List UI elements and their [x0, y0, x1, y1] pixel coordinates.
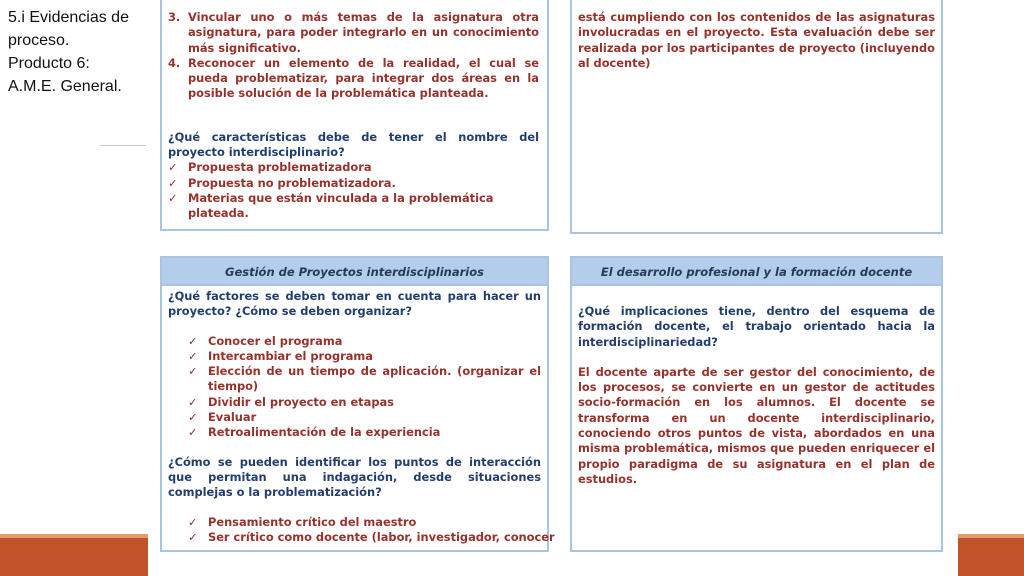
list-item	[188, 410, 541, 425]
question-text: ¿Qué características debe de tener el nombre del proyecto interdisciplinario?	[168, 129, 539, 160]
item-text: Pensamiento crítico del maestro	[208, 514, 417, 529]
list-item	[188, 364, 541, 395]
panel-teacher-training	[570, 256, 943, 552]
item-text: Ser crítico como docente (labor, investigador, conocer	[208, 529, 555, 544]
checkmark-icon: ✓	[168, 160, 178, 175]
item-text: Dividir el proyecto en etapas	[208, 394, 394, 409]
list-item	[168, 160, 539, 175]
checklist	[162, 501, 555, 546]
item-text: Evaluar	[208, 410, 257, 425]
title-divider	[100, 145, 146, 146]
panel-evaluation	[570, 0, 943, 234]
item-number: 4.	[168, 55, 181, 70]
checkmark-icon: ✓	[188, 333, 198, 348]
paragraph-text: está cumpliendo con los contenidos de las asignaturas involucradas en el proyecto. Esta evaluación debe ser realizada por los participantes de proyecto (incluyendo al docente)	[578, 10, 935, 70]
item-number: 3.	[168, 10, 181, 24]
question-text: ¿Qué factores se deben tomar en cuenta para hacer un proyecto? ¿Cómo se deben organizar?	[168, 289, 541, 319]
panel-border	[160, 229, 549, 231]
list-item	[188, 395, 541, 410]
list-item	[188, 334, 541, 349]
checkmark-icon: ✓	[188, 348, 198, 363]
checkmark-icon: ✓	[188, 529, 198, 544]
panel-header: El desarrollo profesional y la formación docente	[572, 258, 941, 286]
slide-title	[8, 6, 148, 98]
item-text: Conocer el programa	[208, 333, 343, 348]
item-text: Materias que están vinculada a la problemática plateada.	[188, 190, 494, 221]
list-item	[168, 56, 539, 102]
checklist	[162, 320, 547, 441]
panel-project-management	[160, 256, 555, 552]
panel-header: Gestión de Proyectos interdisciplinarios	[162, 258, 547, 286]
slide-title-line: A.M.E. General.	[8, 78, 122, 95]
slide-title-line: 5.i Evidencias de	[8, 9, 129, 26]
list-item	[188, 515, 541, 530]
item-text: Propuesta no problematizadora.	[188, 175, 396, 190]
panel-border	[570, 232, 943, 234]
item-text: Reconocer un elemento de la realidad, el cual se pueda problematizar, para integrar dos áreas en la posible solución de la problemática planteada.	[188, 55, 539, 101]
list-item	[168, 191, 539, 222]
list-item	[168, 10, 539, 56]
question-text: ¿Qué implicaciones tiene, dentro del esquema de formación docente, el trabajo orientado hacia la interdisciplinariedad?	[578, 304, 935, 349]
checkmark-icon: ✓	[188, 410, 198, 425]
checkmark-icon: ✓	[168, 175, 178, 190]
footer-accent-stripe	[958, 534, 1024, 538]
answer-text: El docente aparte de ser gestor del conocimiento, de los procesos, se convierte en un gestor de actitudes socio-formación en los alumnos. El docente se transforma en un docente interdisciplinario, conociendo otros puntos de vista, abordados en una misma problemática, mismos que pueden enriquecer el propio paradigma de su asignatura en el plan de estudios.	[578, 364, 936, 486]
list-item	[188, 425, 541, 440]
footer-accent-left	[0, 534, 148, 576]
numbered-list	[162, 0, 547, 102]
question-text: ¿Cómo se pueden identificar los puntos de interacción que permitan una indagación, desde situaciones complejas o la problematización?	[168, 454, 541, 500]
list-item	[188, 349, 541, 364]
footer-accent-right	[958, 534, 1024, 576]
item-text: Vincular uno o más temas de la asignatura otra asignatura, para poder integrarlo en un conocimiento más significativo.	[188, 10, 539, 55]
slide-title-line: Producto 6:	[8, 55, 90, 72]
item-text: Intercambiar el programa	[208, 348, 373, 363]
checkmark-icon: ✓	[168, 190, 178, 205]
checkmark-icon: ✓	[188, 364, 198, 379]
list-item	[168, 176, 539, 191]
footer-accent-stripe	[0, 534, 148, 538]
slide-title-line: proceso.	[8, 32, 70, 49]
item-text: Retroalimentación de la experiencia	[208, 425, 441, 440]
item-text: Propuesta problematizadora	[188, 160, 372, 175]
list-item	[188, 529, 555, 545]
item-text: Elección de un tiempo de aplicación. (organizar el tiempo)	[208, 364, 541, 394]
checkmark-icon: ✓	[188, 425, 198, 440]
checkmark-icon: ✓	[188, 514, 198, 529]
panel-objectives	[160, 0, 549, 231]
checklist	[162, 160, 547, 221]
checkmark-icon: ✓	[188, 394, 198, 409]
